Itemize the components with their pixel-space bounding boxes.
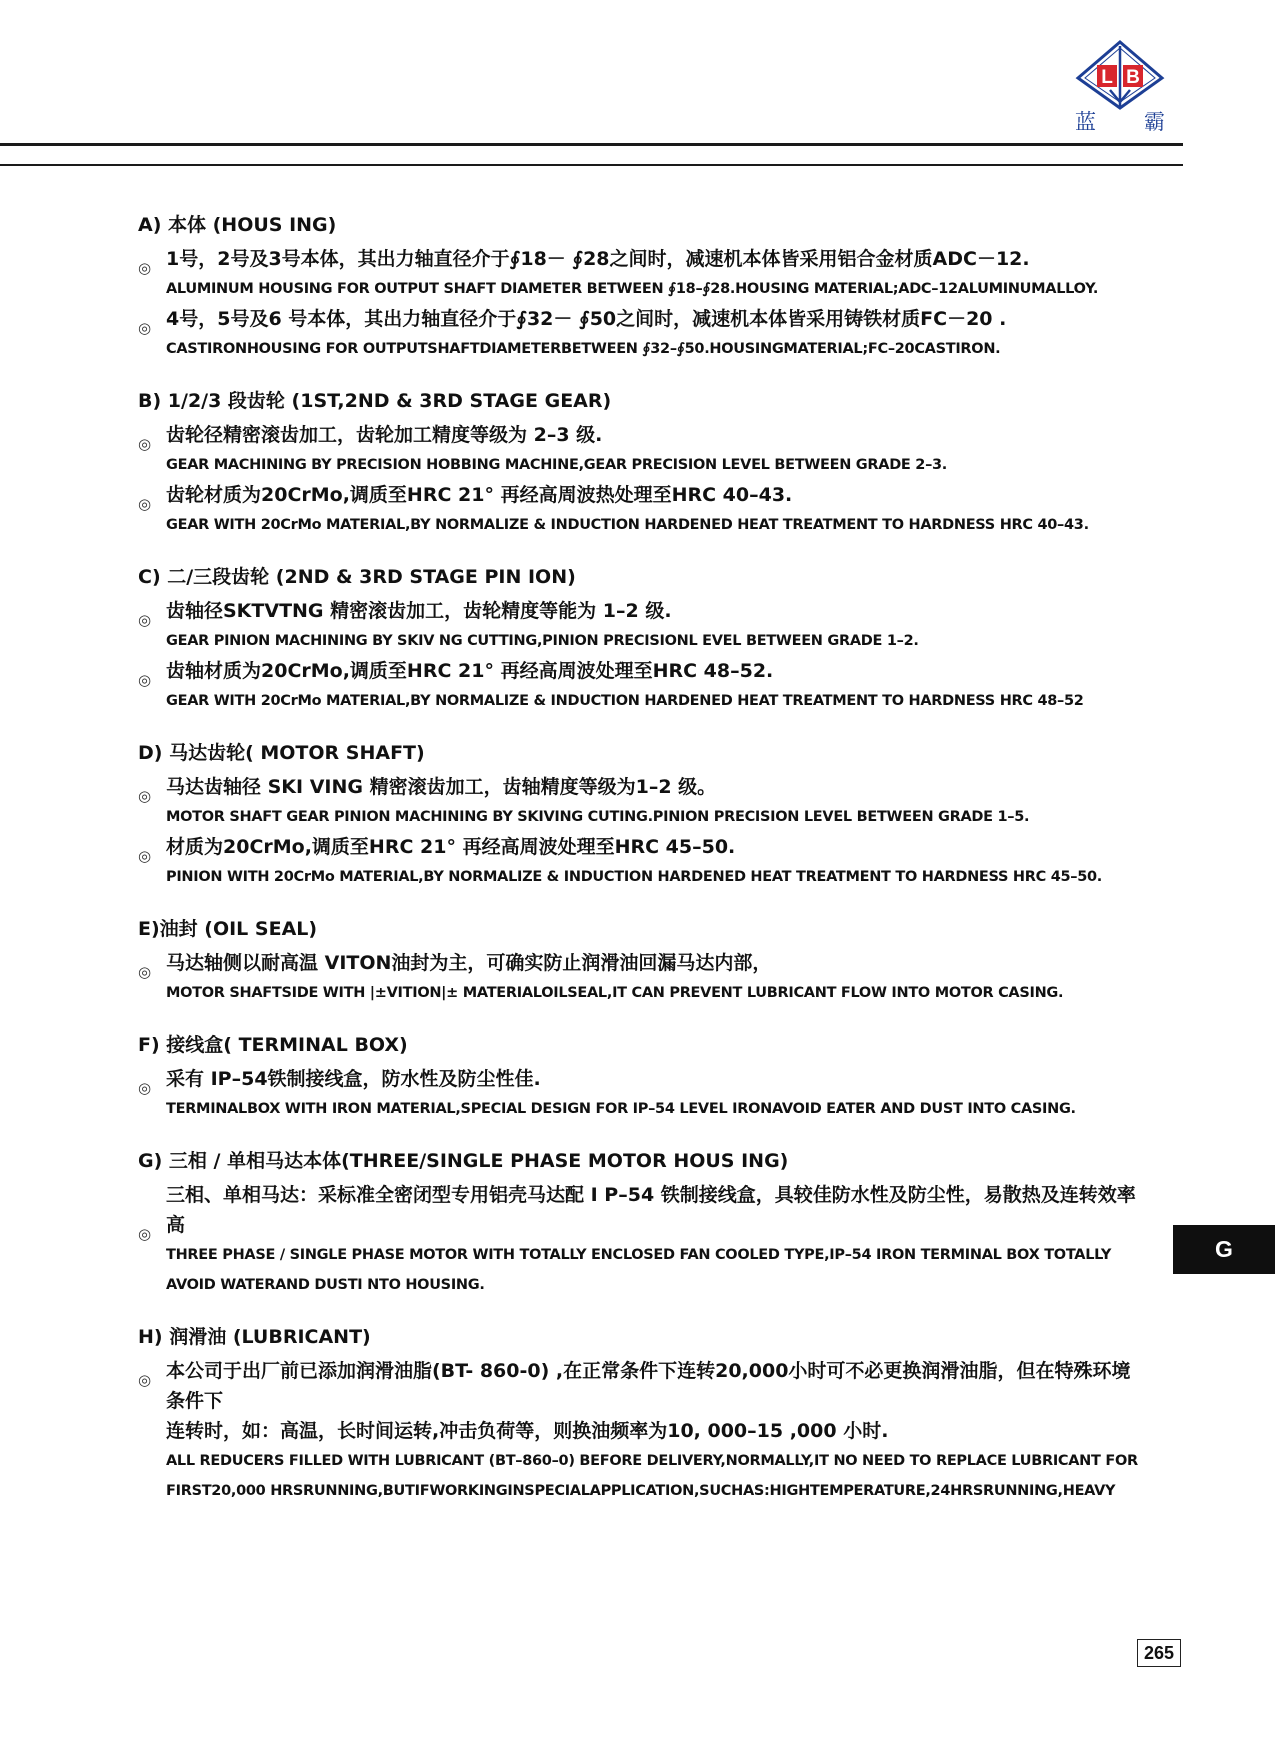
section-heading: G) 三相 / 单相马达本体(THREE/SINGLE PHASE MOTOR HOUS ING) [138, 1150, 789, 1172]
bullet-mark-icon: ◎ [138, 963, 152, 981]
bullet-mark-icon: ◎ [138, 1371, 152, 1389]
item-en-line2: AVOID WATERAND DUSTI NTO HOUSING. [166, 1277, 485, 1293]
bullet-item [138, 1064, 1148, 1124]
bullet-item [138, 832, 1148, 892]
section-heading: B) 1/2/3 段齿轮 (1ST,2ND & 3RD STAGE GEAR) [138, 390, 612, 412]
item-en: GEAR WITH 20CrMo MATERIAL,BY NORMALIZE & INDUCTION HARDENED HEAT TREATMENT TO HARDNESS HRC 48–52 [166, 693, 1084, 709]
section-heading: A) 本体 (HOUS ING) [138, 214, 337, 236]
section-motor-housing [138, 1146, 1148, 1300]
bullet-item [138, 1180, 1148, 1300]
section-heading: C) 二/三段齿轮 (2ND & 3RD STAGE PIN ION) [138, 566, 576, 588]
bullet-item [138, 1356, 1148, 1506]
section-heading: D) 马达齿轮( MOTOR SHAFT) [138, 742, 425, 764]
item-zh: 采有 IP–54铁制接线盒，防水性及防尘性佳. [166, 1068, 541, 1090]
item-zh: 马达齿轴径 SKI VING 精密滚齿加工，齿轴精度等级为1–2 级。 [166, 776, 717, 798]
bullet-item [138, 304, 1148, 364]
logo-diamond-icon [1075, 40, 1165, 110]
company-logo [1075, 40, 1165, 135]
bullet-mark-icon: ◎ [138, 495, 152, 513]
header-rule-top [0, 143, 1183, 146]
item-en-line2: FIRST20,000 HRSRUNNING,BUTIFWORKINGINSPECIALAPPLICATION,SUCHAS:HIGHTEMPERATURE,24HRSRUNNING,HEAVY [166, 1483, 1116, 1499]
item-en: TERMINALBOX WITH IRON MATERIAL,SPECIAL DESIGN FOR IP–54 LEVEL IRONAVOID EATER AND DUST INTO CASING. [166, 1101, 1076, 1117]
logo-letter-l: L [1101, 67, 1113, 88]
item-zh: 齿轮材质为20CrMo,调质至HRC 21° 再经高周波热处理至HRC 40–43. [166, 484, 793, 506]
bullet-item [138, 772, 1148, 832]
item-en: GEAR PINION MACHINING BY SKIV NG CUTTING,PINION PRECISIONL EVEL BETWEEN GRADE 1–2. [166, 633, 919, 649]
item-zh: 齿轴材质为20CrMo,调质至HRC 21° 再经高周波处理至HRC 48–52. [166, 660, 774, 682]
bullet-mark-icon: ◎ [138, 847, 152, 865]
item-en-line1: ALL REDUCERS FILLED WITH LUBRICANT (BT–860–0) BEFORE DELIVERY,NORMALLY,IT NO NEED TO REPLACE LUBRICANT FOR [166, 1453, 1138, 1469]
item-en: GEAR MACHINING BY PRECISION HOBBING MACHINE,GEAR PRECISION LEVEL BETWEEN GRADE 2–3. [166, 457, 948, 473]
header-rule-bottom [0, 164, 1183, 166]
item-zh: 齿轴径SKTVTNG 精密滚齿加工，齿轮精度等能为 1–2 级. [166, 600, 672, 622]
page-number: 265 [1137, 1639, 1181, 1667]
item-en-line1: THREE PHASE / SINGLE PHASE MOTOR WITH TOTALLY ENCLOSED FAN COOLED TYPE,IP–54 IRON TERMINAL BOX TOTALLY [166, 1247, 1112, 1263]
item-en: ALUMINUM HOUSING FOR OUTPUT SHAFT DIAMETER BETWEEN ∮18–∮28.HOUSING MATERIAL;ADC–12ALUMINUMALLOY. [166, 281, 1099, 297]
item-zh: 齿轮径精密滚齿加工，齿轮加工精度等级为 2–3 级. [166, 424, 603, 446]
item-zh: 4号，5号及6 号本体，其出力轴直径介于∮32－ ∮50之间时，减速机本体皆采用铸铁材质FC－20 . [166, 308, 1007, 330]
bullet-mark-icon: ◎ [138, 671, 152, 689]
section-heading: H) 润滑油 (LUBRICANT) [138, 1326, 371, 1348]
section-heading: E)油封 (OIL SEAL) [138, 918, 318, 940]
section-terminal-box [138, 1030, 1148, 1124]
bullet-mark-icon: ◎ [138, 1079, 152, 1097]
section-stage-gear [138, 386, 1148, 540]
item-en: MOTOR SHAFTSIDE WITH |±VITION|± MATERIALOILSEAL,IT CAN PREVENT LUBRICANT FLOW INTO MOTOR CASING. [166, 985, 1064, 1001]
section-stage-pinion [138, 562, 1148, 716]
item-zh: 材质为20CrMo,调质至HRC 21° 再经高周波处理至HRC 45–50. [166, 836, 736, 858]
bullet-mark-icon: ◎ [138, 787, 152, 805]
item-zh-line2: 高 [166, 1214, 186, 1236]
bullet-mark-icon: ◎ [138, 259, 152, 277]
bullet-item [138, 948, 1148, 1008]
bullet-mark-icon: ◎ [138, 435, 152, 453]
logo-letter-b: B [1126, 67, 1140, 88]
item-en: GEAR WITH 20CrMo MATERIAL,BY NORMALIZE & INDUCTION HARDENED HEAT TREATMENT TO HARDNESS HRC 40–43. [166, 517, 1089, 533]
bullet-mark-icon: ◎ [138, 1225, 152, 1243]
item-zh: 马达轴侧以耐高温 VITON油封为主，可确实防止润滑油回漏马达内部， [166, 952, 772, 974]
section-lubricant [138, 1322, 1148, 1506]
bullet-item [138, 244, 1148, 304]
item-zh-line1: 三相、单相马达：采标准全密闭型专用铝壳马达配 I P–54 铁制接线盒，具较佳防水性及防尘性，易散热及连转效率 [166, 1184, 1136, 1206]
item-en: MOTOR SHAFT GEAR PINION MACHINING BY SKIVING CUTING.PINION PRECISION LEVEL BETWEEN GRADE 1–5. [166, 809, 1030, 825]
item-zh-line2: 连转时，如：高温，长时间运转,冲击负荷等，则换油频率为10, 000–15 ,000 小时. [166, 1420, 889, 1442]
logo-text-right: 霸 [1144, 110, 1165, 134]
section-heading: F) 接线盒( TERMINAL BOX) [138, 1034, 408, 1056]
bullet-mark-icon: ◎ [138, 611, 152, 629]
bullet-item [138, 656, 1148, 716]
section-tab-g[interactable]: G [1173, 1225, 1275, 1274]
logo-text-left: 蓝 [1075, 110, 1096, 134]
bullet-item [138, 420, 1148, 480]
bullet-mark-icon: ◎ [138, 319, 152, 337]
item-zh: 1号，2号及3号本体，其出力轴直径介于∮18－ ∮28之间时，减速机本体皆采用铝合金材质ADC－12. [166, 248, 1030, 270]
spec-content [138, 210, 1148, 1528]
bullet-item [138, 480, 1148, 540]
item-en: CASTIRONHOUSING FOR OUTPUTSHAFTDIAMETERBETWEEN ∮32–∮50.HOUSINGMATERIAL;FC–20CASTIRON. [166, 341, 1001, 357]
item-en: PINION WITH 20CrMo MATERIAL,BY NORMALIZE & INDUCTION HARDENED HEAT TREATMENT TO HARDNESS HRC 45–50. [166, 869, 1103, 885]
item-zh-line1: 本公司于出厂前已添加润滑油脂(BT- 860-0) ,在正常条件下连转20,000小时可不必更换润滑油脂，但在特殊环境条件下 [166, 1360, 1131, 1412]
bullet-item [138, 596, 1148, 656]
section-motor-shaft [138, 738, 1148, 892]
section-housing [138, 210, 1148, 364]
section-oil-seal [138, 914, 1148, 1008]
